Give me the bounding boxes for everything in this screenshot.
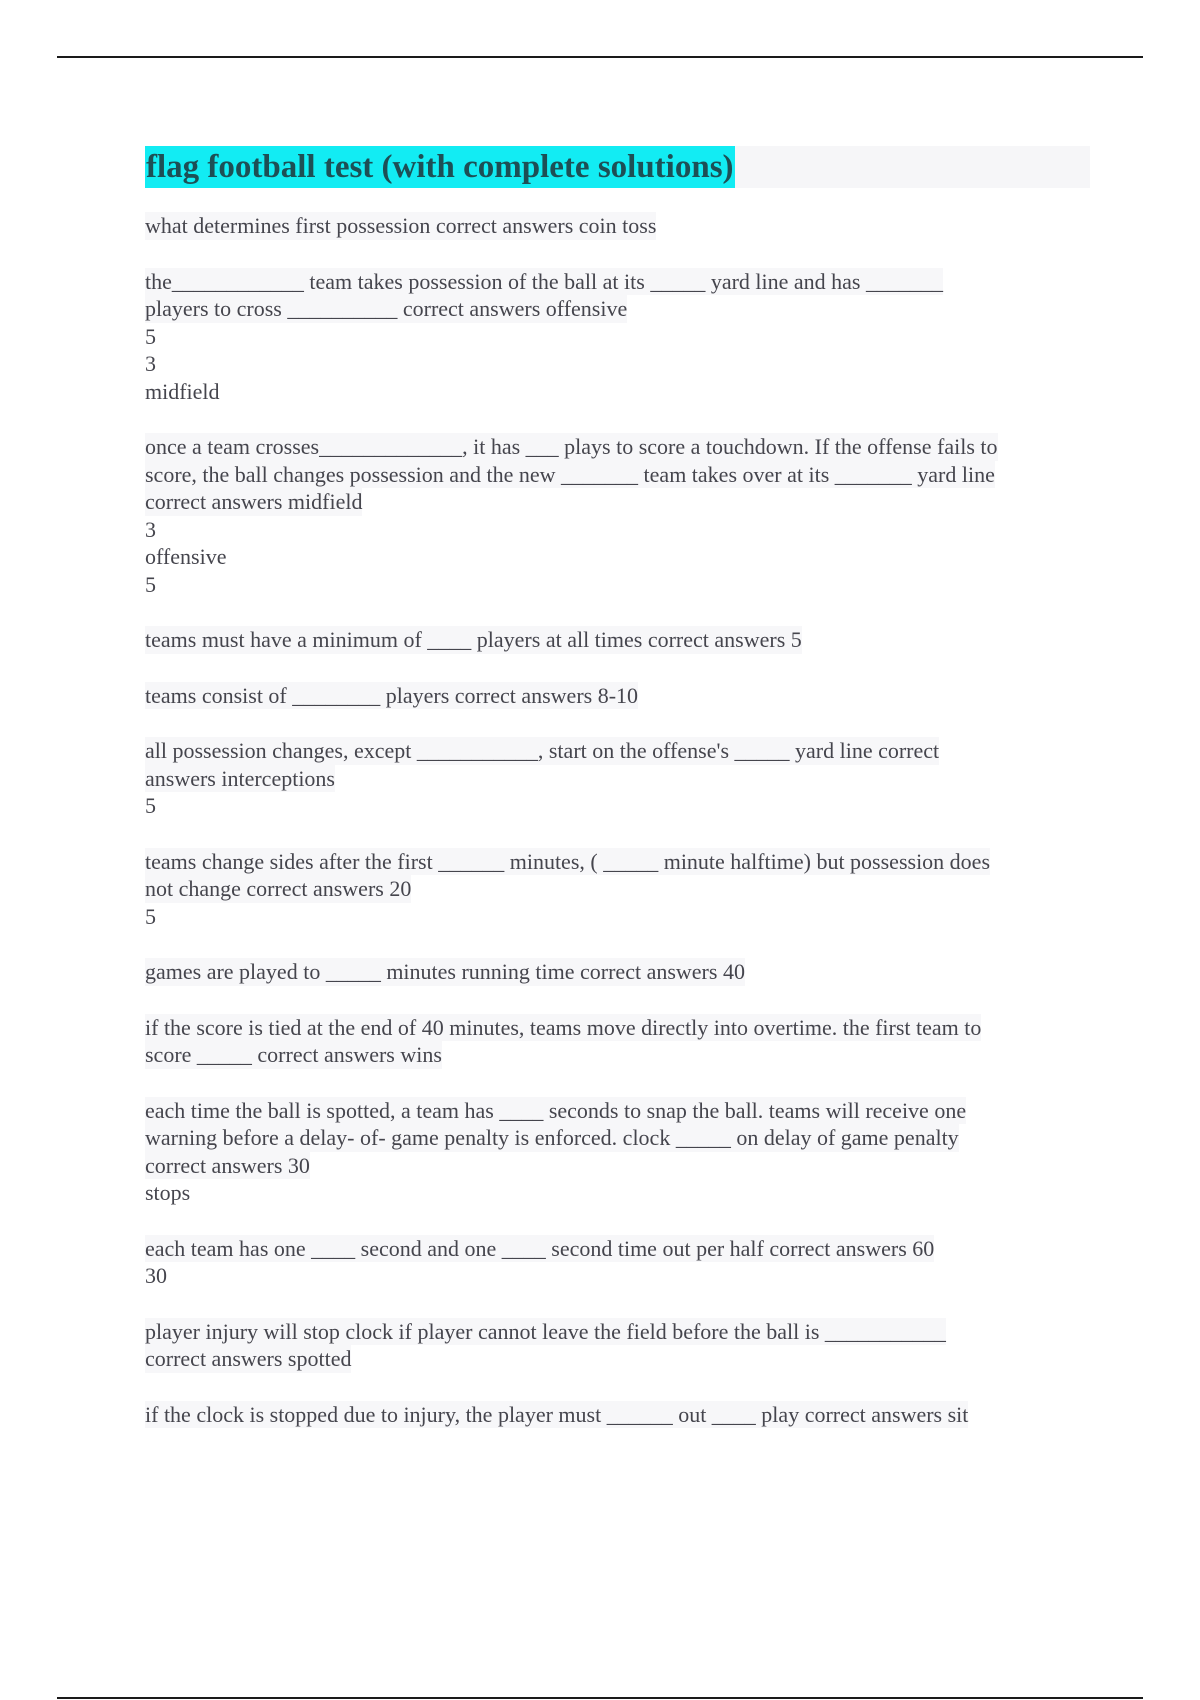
question-text-line: score _____ correct answers wins [145, 1042, 442, 1067]
top-rule [57, 56, 1143, 58]
question-block [145, 848, 1090, 931]
question-block [145, 1097, 1090, 1207]
answer-line: 30 [145, 1263, 167, 1288]
question-list [145, 212, 1090, 1428]
question-text-line: warning before a delay- of- game penalty is enforced. clock _____ on delay of game penalty [145, 1125, 959, 1150]
document-title: flag football test (with complete solutions) [145, 146, 735, 188]
answer-line: 3 [145, 351, 156, 376]
answer-line: midfield [145, 378, 220, 404]
question-text-line: player injury will stop clock if player cannot leave the field before the ball is ___________ [145, 1318, 946, 1344]
question-text-line: all possession changes, except ___________, start on the offense's _____ yard line correct [145, 738, 940, 763]
title-band [145, 146, 1090, 188]
question-text-line: if the clock is stopped due to injury, the player must ______ out ____ play correct answers sit [145, 1401, 969, 1427]
bottom-rule [57, 1697, 1143, 1699]
document-body [145, 146, 1090, 1456]
question-text-line: teams change sides after the first ______ minutes, ( _____ minute halftime) but possession does [145, 848, 991, 874]
question-block [145, 626, 1090, 654]
question-text-line: not change correct answers 20 [145, 876, 412, 901]
question-text-line: games are played to _____ minutes running time correct answers 40 [145, 959, 745, 984]
question-block [145, 1318, 1090, 1373]
question-text-line: what determines first possession correct answers coin toss [145, 213, 657, 238]
answer-line: 5 [145, 323, 156, 349]
question-text-line: correct answers 30 [145, 1152, 310, 1178]
question-text-line: if the score is tied at the end of 40 minutes, teams move directly into overtime. the first team to [145, 1014, 982, 1040]
question-block [145, 1235, 1090, 1290]
question-text-line: score, the ball changes possession and the new _______ team takes over at its _______ yard line [145, 461, 995, 487]
question-text-line: each time the ball is spotted, a team has ____ seconds to snap the ball. teams will receive one [145, 1097, 967, 1123]
answer-line: 5 [145, 793, 156, 818]
question-block [145, 268, 1090, 406]
question-text-line: correct answers midfield [145, 489, 363, 514]
question-block [145, 682, 1090, 710]
question-text-line: once a team crosses_____________, it has ___ plays to score a touchdown. If the offense fails to [145, 434, 998, 459]
question-text-line: correct answers spotted [145, 1346, 352, 1371]
answer-line: offensive [145, 544, 227, 569]
question-text-line: answers interceptions [145, 765, 335, 791]
question-block [145, 737, 1090, 820]
answer-line: 5 [145, 903, 156, 929]
question-block [145, 212, 1090, 240]
answer-line: 5 [145, 571, 156, 597]
question-block [145, 1014, 1090, 1069]
answer-line: stops [145, 1180, 191, 1205]
question-text-line: teams must have a minimum of ____ players at all times correct answers 5 [145, 627, 802, 652]
question-text-line: the____________ team takes possession of the ball at its _____ yard line and has _______ [145, 268, 943, 294]
question-block [145, 1401, 1090, 1429]
question-text-line: teams consist of ________ players correct answers 8-10 [145, 682, 639, 708]
question-block [145, 433, 1090, 598]
question-text-line: each team has one ____ second and one ____ second time out per half correct answers 60 [145, 1235, 935, 1261]
answer-line: 3 [145, 516, 156, 542]
question-block [145, 958, 1090, 986]
question-text-line: players to cross __________ correct answers offensive [145, 296, 628, 321]
